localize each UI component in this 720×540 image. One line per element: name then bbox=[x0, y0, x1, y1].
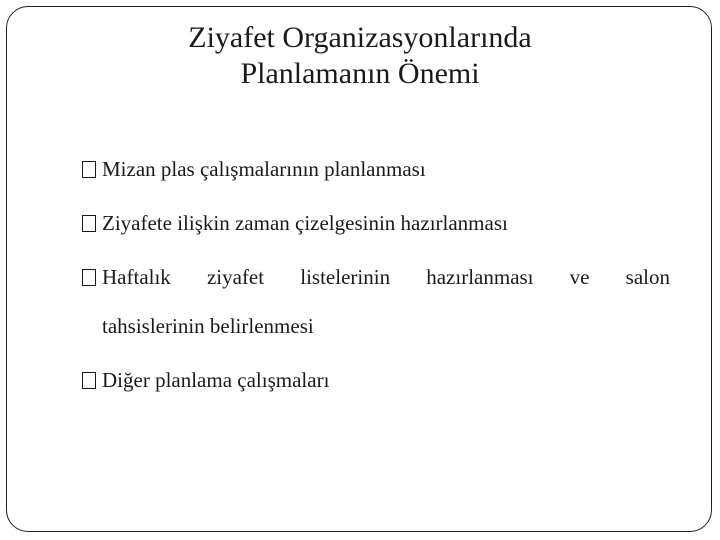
missing-glyph-box-icon bbox=[82, 372, 96, 389]
bullet-item bbox=[82, 368, 670, 392]
bullet-item bbox=[82, 265, 670, 338]
bullet-item bbox=[82, 157, 670, 181]
missing-glyph-box-icon bbox=[82, 269, 96, 286]
bullet-text: Ziyafete ilişkin zaman çizelgesinin hazırlanması bbox=[102, 211, 508, 235]
bullet-text: Diğer planlama çalışmaları bbox=[102, 368, 330, 392]
missing-glyph-box-icon bbox=[82, 215, 96, 232]
bullet-text: Mizan plas çalışmalarının planlanması bbox=[102, 157, 426, 181]
bullet-text-line-1: Haftalık ziyafet listelerinin hazırlanması ve salon bbox=[102, 265, 670, 289]
slide-title-line-1: Ziyafet Organizasyonlarında bbox=[188, 21, 532, 54]
slide-title bbox=[0, 20, 720, 92]
bullet-item bbox=[82, 211, 670, 235]
bullet-text-line-2: tahsislerinin belirlenmesi bbox=[102, 314, 314, 338]
missing-glyph-box-icon bbox=[82, 161, 96, 178]
slide-title-line-2: Planlamanın Önemi bbox=[240, 57, 480, 90]
bullet-list bbox=[82, 157, 670, 422]
